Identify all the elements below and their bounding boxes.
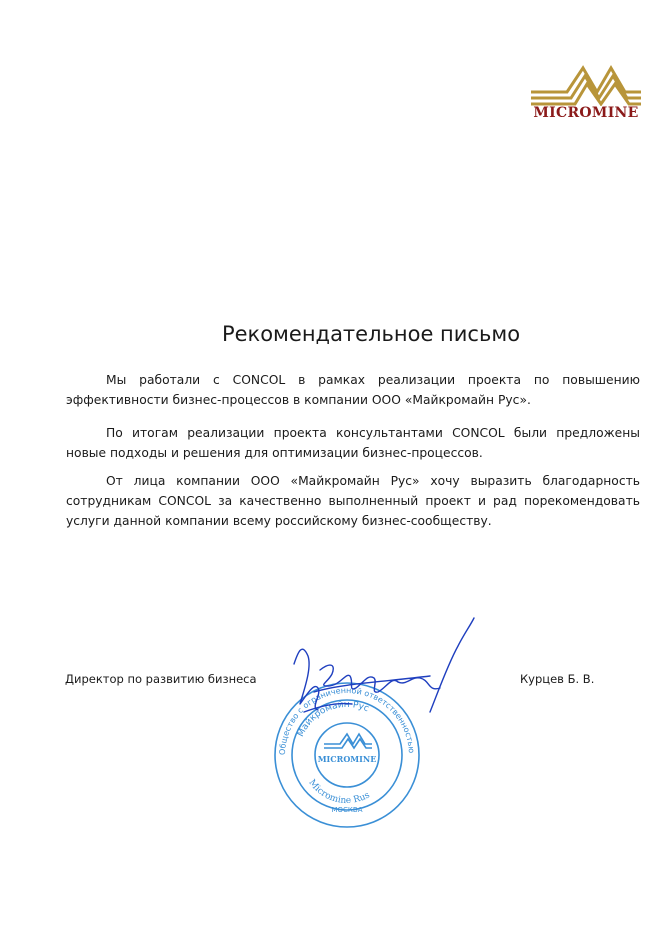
stamp-brand: MICROMINE [317,754,377,764]
micromine-logo [527,62,645,124]
letter-paragraph-3: От лица компании ООО «Майкромайн Рус» хочу выразить благодарность сотрудникам CONCOL за качественно выполненный проект и рад порекомендовать услуги данной компании всему российскому бизнес-сообществу. [66,474,640,528]
signatory-name: Курцев Б. В. [520,672,595,686]
stamp-middle-text: Майкромайн Рус [295,699,371,739]
stamp-lower-text: Micromine Rus [306,777,372,807]
logo-brand-text: MICROMINE [533,105,639,121]
micromine-mark-icon [527,62,645,106]
handwritten-signature [280,612,480,732]
stamp-mark-icon [324,734,372,748]
letter-title-text: Рекомендательное письмо [221,322,521,346]
signatory-position: Директор по развитию бизнеса [65,672,257,686]
letter-paragraph-1: Мы работали с CONCOL в рамках реализации проекта по повышению эффективности бизнес-процессов в компании ООО «Майкромайн Рус». [66,373,640,407]
stamp-city: МОСКВА [331,806,363,814]
letter-paragraph-2: По итогам реализации проекта консультантами CONCOL были предложены новые подходы и решения для оптимизации бизнес-процессов. [66,426,640,460]
stamp-outer-text: Общество с ограниченной ответственностью [277,685,417,756]
letter-title [36,322,670,346]
